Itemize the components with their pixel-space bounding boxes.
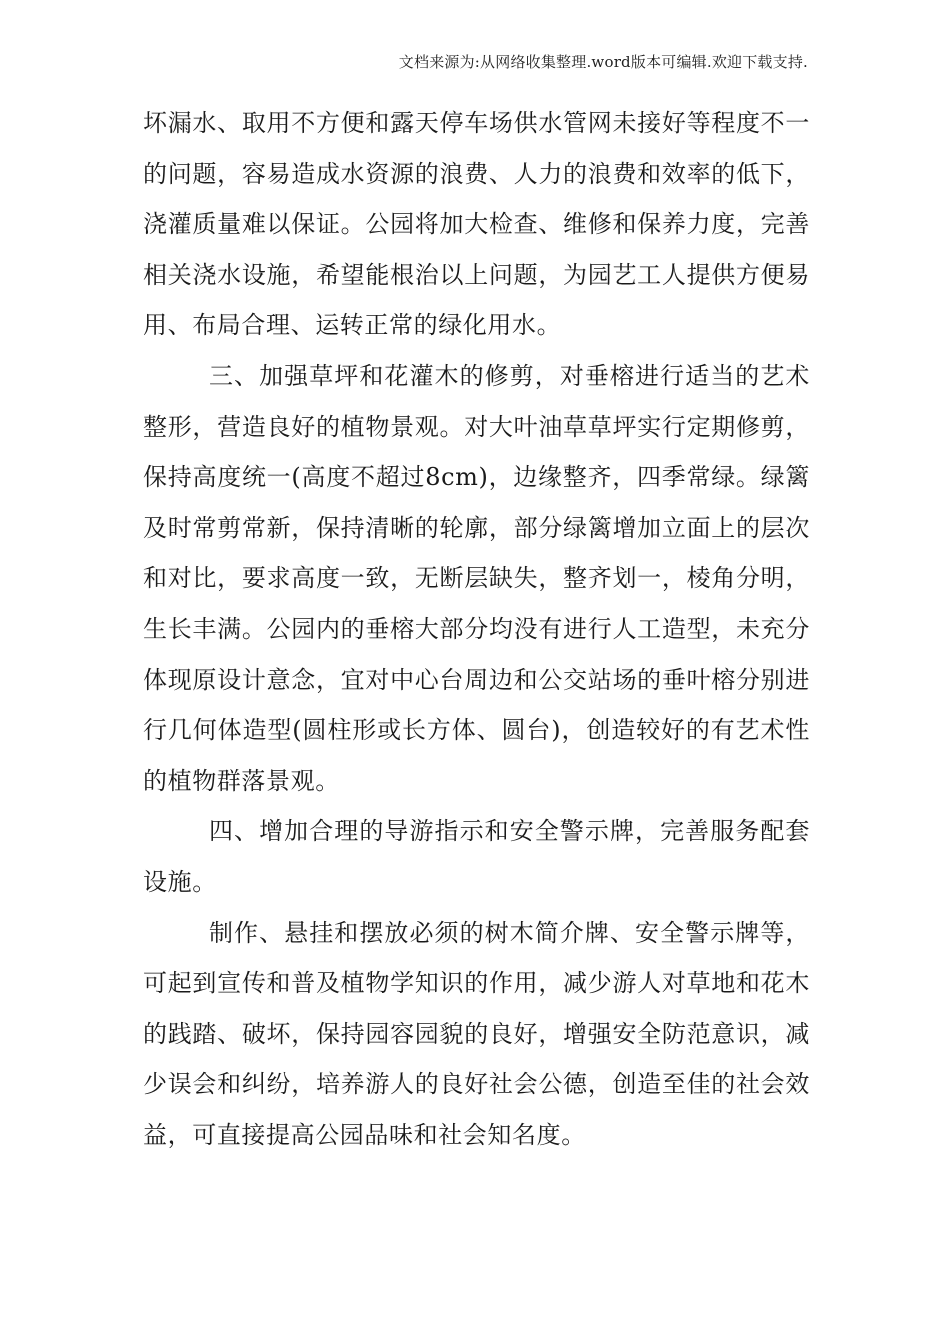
paragraph-water-supply: 坏漏水、取用不方便和露天停车场供水管网未接好等程度不一的问题，容易造成水资源的浪费、人力的浪费和效率的低下，浇灌质量难以保证。公园将加大检查、维修和保养力度，完善相关浇水设施，希望能根治以上问题，为园艺工人提供方便易用、布局合理、运转正常的绿化用水。	[143, 109, 810, 340]
paragraph-signage-heading: 四、增加合理的导游指示和安全警示牌，完善服务配套设施。	[143, 817, 810, 896]
paragraph-signage-detail: 制作、悬挂和摆放必须的树木简介牌、安全警示牌等，可起到宣传和普及植物学知识的作用，减少游人对草地和花木的践踏、破坏，保持园容园貌的良好，增强安全防范意识，减少误会和纠纷，培养游人的良好社会公德，创造至佳的社会效益，可直接提高公园品味和社会知名度。	[143, 918, 810, 1149]
paragraph-pruning: 三、加强草坪和花灌木的修剪，对垂榕进行适当的艺术整形，营造良好的植物景观。对大叶油草草坪实行定期修剪，保持高度统一(高度不超过8cm)，边缘整齐，四季常绿。绿篱及时常剪常新，保持清晰的轮廓，部分绿篱增加立面上的层次和对比，要求高度一致，无断层缺失，整齐划一，棱角分明，生长丰满。公园内的垂榕大部分均没有进行人工造型，未充分体现原设计意念，宜对中心台周边和公交站场的垂叶榕分别进行几何体造型(圆柱形或长方体、圆台)，创造较好的有艺术性的植物群落景观。	[143, 361, 810, 795]
document-body	[143, 98, 810, 1160]
page-header: 文档来源为:从网络收集整理.word版本可编辑.欢迎下载支持.	[398, 53, 808, 71]
